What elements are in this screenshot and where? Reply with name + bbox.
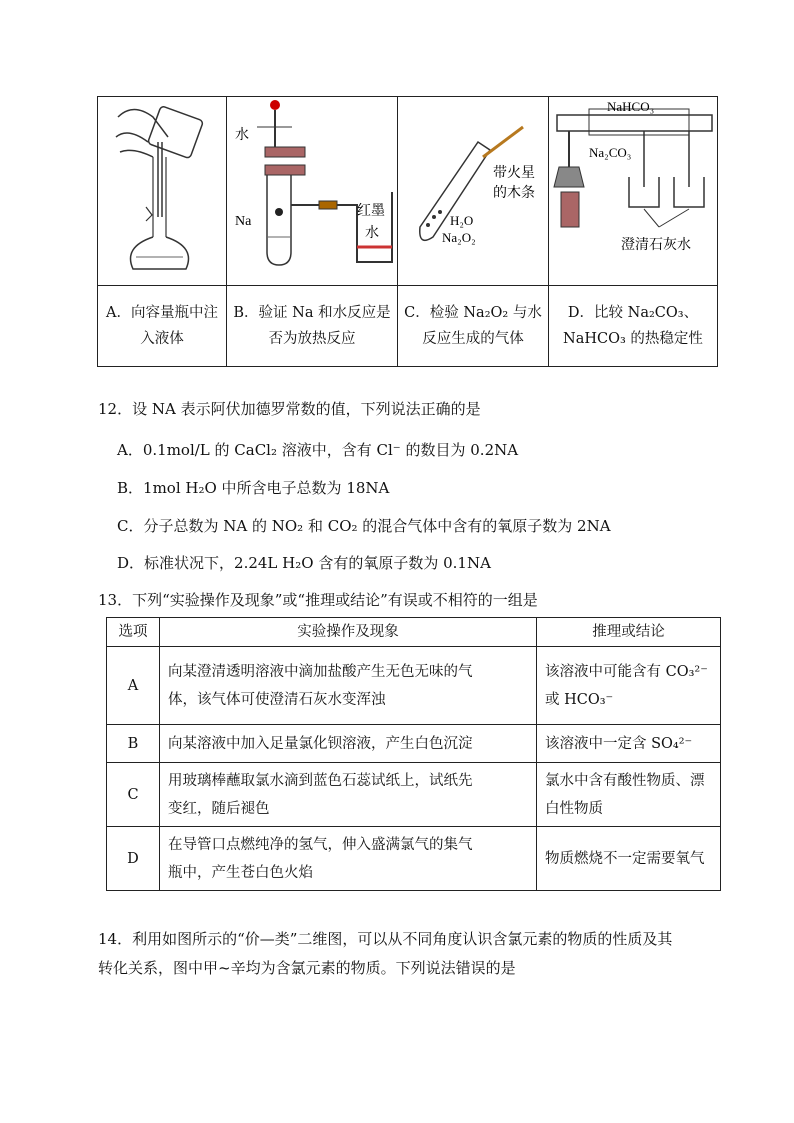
q13-row-d-conclusion: 物质燃烧不一定需要氧气 bbox=[537, 827, 721, 891]
q14-line-1: 14．利用如图所示的“价—类”二维图，可以从不同角度认识含氯元素的物质的性质及其 bbox=[98, 930, 673, 948]
volumetric-flask-figure bbox=[98, 97, 226, 285]
q12-option-d: D．标准状况下，2.24L H₂O 含有的氧原子数为 0.1NA bbox=[117, 554, 491, 572]
label-splint-1: 带火星 bbox=[493, 166, 535, 181]
carbonate-stability-figure bbox=[549, 97, 717, 285]
q13-row-b-conclusion: 该溶液中一定含 SO₄²⁻ bbox=[537, 725, 721, 763]
label-na2co3: Na₂CO₃ bbox=[589, 145, 632, 160]
caption-a: A．向容量瓶中注 入液体 bbox=[98, 286, 227, 367]
na-water-figure bbox=[227, 97, 397, 285]
q13-row-a-option: A bbox=[107, 647, 160, 725]
q13-row-c-option: C bbox=[107, 763, 160, 827]
q13-row-b bbox=[107, 725, 721, 763]
q12-option-c: C．分子总数为 NA 的 NO₂ 和 CO₂ 的混合气体中含有的氧原子数为 2NA bbox=[117, 517, 611, 535]
label-na: Na bbox=[235, 214, 252, 229]
q13-row-c bbox=[107, 763, 721, 827]
q13-row-d-operation: 在导管口点燃纯净的氢气，伸入盛满氯气的集气 瓶中，产生苍白色火焰 bbox=[160, 827, 537, 891]
caption-b: B．验证 Na 和水反应是 否为放热反应 bbox=[227, 286, 398, 367]
q13-row-b-operation: 向某溶液中加入足量氯化钡溶液，产生白色沉淀 bbox=[160, 725, 537, 763]
q13-header-conclusion: 推理或结论 bbox=[537, 618, 721, 647]
q13-stem: 13．下列“实验操作及现象”或“推理或结论”有误或不相符的一组是 bbox=[98, 591, 538, 609]
q13-header-option: 选项 bbox=[107, 618, 160, 647]
q12-option-a: A．0.1mol/L 的 CaCl₂ 溶液中，含有 Cl⁻ 的数目为 0.2NA bbox=[117, 441, 519, 459]
label-water: 水 bbox=[235, 128, 249, 143]
q13-row-d bbox=[107, 827, 721, 891]
q13-header-operation: 实验操作及现象 bbox=[160, 618, 537, 647]
label-h2o: H₂O bbox=[450, 213, 474, 228]
na2o2-figure bbox=[398, 97, 548, 285]
caption-c: C．检验 Na₂O₂ 与水 反应生成的气体 bbox=[398, 286, 549, 367]
q13-row-a-operation: 向某澄清透明溶液中滴加盐酸产生无色无味的气 体，该气体可使澄清石灰水变浑浊 bbox=[160, 647, 537, 725]
q14-line-2: 转化关系，图中甲~辛均为含氯元素的物质。下列说法错误的是 bbox=[98, 959, 516, 977]
q13-row-c-operation: 用玻璃棒蘸取氯水滴到蓝色石蕊试纸上，试纸先 变红，随后褪色 bbox=[160, 763, 537, 827]
experiment-figure-table bbox=[97, 96, 718, 367]
figure-a-cell bbox=[98, 97, 227, 286]
q13-row-a-conclusion: 该溶液中可能含有 CO₃²⁻ 或 HCO₃⁻ bbox=[537, 647, 721, 725]
label-limewater: 澄清石灰水 bbox=[621, 238, 691, 253]
q12-stem: 12．设 NA 表示阿伏加德罗常数的值，下列说法正确的是 bbox=[98, 400, 481, 418]
figure-d-cell bbox=[549, 97, 718, 286]
label-na2o2: Na₂O₂ bbox=[442, 230, 476, 245]
q13-table bbox=[106, 617, 721, 891]
caption-d: D．比较 Na₂CO₃、 NaHCO₃ 的热稳定性 bbox=[549, 286, 718, 367]
label-splint-2: 的木条 bbox=[493, 186, 535, 201]
label-red-ink-1: 红墨 bbox=[357, 204, 385, 219]
figure-b-cell bbox=[227, 97, 398, 286]
q13-row-b-option: B bbox=[107, 725, 160, 763]
figure-c-cell bbox=[398, 97, 549, 286]
q13-row-c-conclusion: 氯水中含有酸性物质、漂 白性物质 bbox=[537, 763, 721, 827]
label-nahco3: NaHCO₃ bbox=[607, 99, 655, 114]
q12-option-b: B．1mol H₂O 中所含电子总数为 18NA bbox=[117, 479, 390, 497]
q13-row-d-option: D bbox=[107, 827, 160, 891]
q13-row-a bbox=[107, 647, 721, 725]
label-red-ink-2: 水 bbox=[365, 226, 379, 241]
